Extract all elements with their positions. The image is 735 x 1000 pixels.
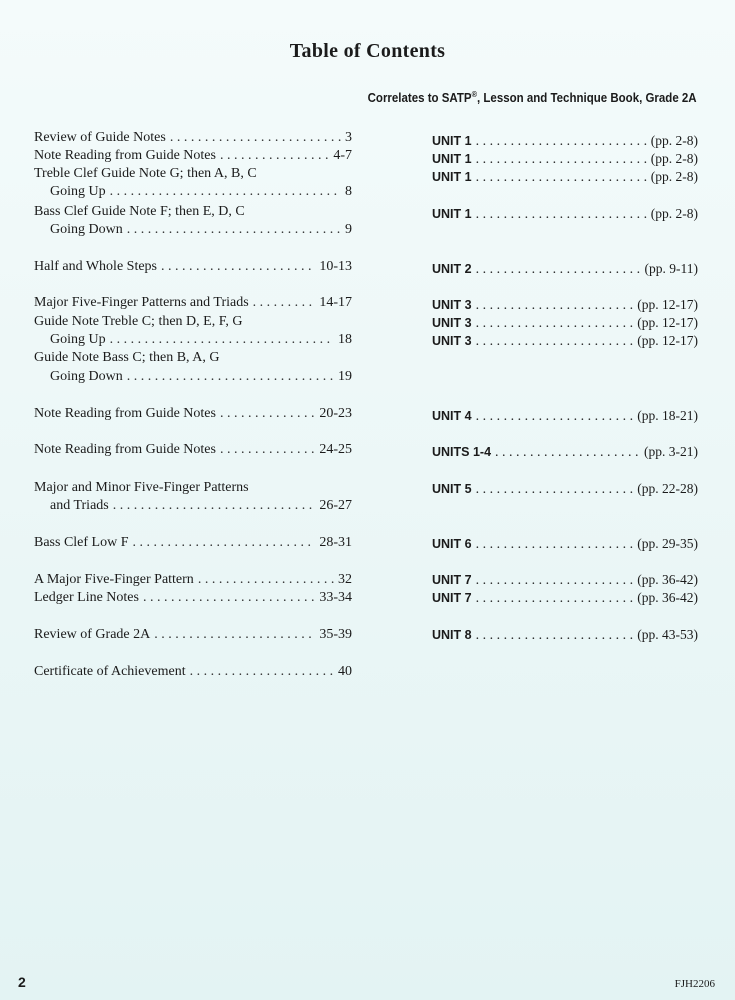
dot-leader bbox=[476, 206, 647, 224]
unit-label: UNIT 1 bbox=[432, 152, 472, 166]
toc-entry bbox=[34, 479, 352, 497]
unit-row bbox=[432, 205, 698, 223]
toc-entry-page: 8 bbox=[345, 184, 352, 199]
contents-list bbox=[34, 0, 352, 700]
toc-entry bbox=[34, 165, 352, 183]
unit-label: UNIT 5 bbox=[432, 482, 472, 496]
dot-leader bbox=[476, 297, 634, 315]
unit-correlation-list bbox=[432, 0, 698, 700]
unit-row bbox=[432, 314, 698, 332]
toc-entry bbox=[34, 258, 352, 276]
dot-leader bbox=[476, 169, 647, 187]
toc-entry-page: 28-31 bbox=[319, 535, 352, 550]
unit-row bbox=[432, 296, 698, 314]
page-number: 2 bbox=[18, 974, 26, 990]
unit-label: UNIT 2 bbox=[432, 262, 472, 276]
toc-entry bbox=[34, 368, 352, 386]
unit-label: UNIT 6 bbox=[432, 537, 472, 551]
toc-entry-page: 33-34 bbox=[319, 590, 352, 605]
correlates-suffix: , Lesson and Technique Book, Grade 2A bbox=[477, 91, 697, 106]
toc-entry bbox=[34, 663, 352, 681]
toc-entry-page: 4-7 bbox=[333, 148, 352, 163]
toc-entry-title: Major Five-Finger Patterns and Triads bbox=[34, 295, 249, 310]
unit-label: UNIT 7 bbox=[432, 573, 472, 587]
toc-entry-title: Half and Whole Steps bbox=[34, 259, 157, 274]
dot-leader bbox=[476, 261, 641, 279]
toc-entry-title: Note Reading from Guide Notes bbox=[34, 148, 216, 163]
toc-entry-page: 19 bbox=[338, 369, 352, 384]
dot-leader bbox=[110, 183, 341, 201]
toc-entry-page: 26-27 bbox=[319, 498, 352, 513]
toc-entry bbox=[34, 147, 352, 165]
toc-entry bbox=[34, 129, 352, 147]
dot-leader bbox=[253, 294, 316, 312]
toc-entry-title: Note Reading from Guide Notes bbox=[34, 406, 216, 421]
toc-entry-title: Going Up bbox=[50, 332, 106, 347]
toc-entry-title: Going Up bbox=[50, 184, 106, 199]
toc-entry bbox=[34, 221, 352, 239]
dot-leader bbox=[143, 589, 315, 607]
unit-row bbox=[432, 407, 698, 425]
dot-leader bbox=[127, 368, 334, 386]
toc-entry-title: Going Down bbox=[50, 369, 123, 384]
dot-leader bbox=[127, 221, 341, 239]
unit-pages: (pp. 2-8) bbox=[650, 151, 698, 166]
dot-leader bbox=[133, 534, 316, 552]
unit-row bbox=[432, 132, 698, 150]
toc-entry bbox=[34, 571, 352, 589]
catalog-code: FJH2206 bbox=[674, 978, 715, 990]
dot-leader bbox=[476, 590, 634, 608]
toc-entry bbox=[34, 294, 352, 312]
unit-label: UNIT 3 bbox=[432, 298, 472, 312]
unit-pages: (pp. 9-11) bbox=[644, 261, 698, 276]
dot-leader bbox=[190, 663, 334, 681]
toc-entry bbox=[34, 441, 352, 459]
page-title: Table of Contents bbox=[289, 40, 446, 62]
toc-entry bbox=[34, 313, 352, 331]
unit-row bbox=[432, 480, 698, 498]
toc-entry-page: 9 bbox=[345, 222, 352, 237]
unit-row bbox=[432, 535, 698, 553]
unit-label: UNIT 1 bbox=[432, 207, 472, 221]
dot-leader bbox=[476, 481, 634, 499]
toc-entry-title: Going Down bbox=[50, 222, 123, 237]
unit-label: UNIT 3 bbox=[432, 334, 472, 348]
dot-leader bbox=[220, 147, 329, 165]
toc-entry-page: 32 bbox=[338, 572, 352, 587]
toc-entry-title: Bass Clef Low F bbox=[34, 535, 129, 550]
dot-leader bbox=[170, 129, 341, 147]
unit-row bbox=[432, 332, 698, 350]
unit-label: UNIT 8 bbox=[432, 628, 472, 642]
unit-label: UNIT 7 bbox=[432, 591, 472, 605]
unit-pages: (pp. 18-21) bbox=[637, 408, 698, 423]
unit-pages: (pp. 2-8) bbox=[650, 206, 698, 221]
unit-pages: (pp. 2-8) bbox=[650, 133, 698, 148]
unit-row bbox=[432, 443, 698, 461]
toc-entry bbox=[34, 331, 352, 349]
toc-entry-title: A Major Five-Finger Pattern bbox=[34, 572, 194, 587]
unit-pages: (pp. 29-35) bbox=[637, 536, 698, 551]
dot-leader bbox=[161, 258, 315, 276]
toc-entry bbox=[34, 626, 352, 644]
unit-pages: (pp. 22-28) bbox=[637, 481, 698, 496]
dot-leader bbox=[476, 536, 634, 554]
toc-entry bbox=[34, 349, 352, 367]
toc-entry-title: Ledger Line Notes bbox=[34, 590, 139, 605]
toc-entry-page: 40 bbox=[338, 664, 352, 679]
toc-entry-title: Major and Minor Five-Finger Patterns bbox=[34, 480, 249, 495]
toc-entry-title: Bass Clef Guide Note F; then E, D, C bbox=[34, 204, 245, 219]
toc-entry-page: 14-17 bbox=[319, 295, 352, 310]
unit-row bbox=[432, 571, 698, 589]
dot-leader bbox=[476, 572, 634, 590]
toc-entry-page: 20-23 bbox=[319, 406, 352, 421]
dot-leader bbox=[113, 497, 316, 515]
correlates-prefix: Correlates to SATP bbox=[367, 91, 472, 106]
unit-label: UNIT 4 bbox=[432, 409, 472, 423]
toc-entry-page: 3 bbox=[345, 130, 352, 145]
dot-leader bbox=[198, 571, 334, 589]
dot-leader bbox=[154, 626, 315, 644]
dot-leader bbox=[476, 627, 634, 645]
toc-entry-title: Guide Note Bass C; then B, A, G bbox=[34, 350, 220, 365]
unit-pages: (pp. 2-8) bbox=[650, 169, 698, 184]
toc-entry bbox=[34, 534, 352, 552]
unit-row bbox=[432, 589, 698, 607]
unit-row bbox=[432, 260, 698, 278]
unit-row bbox=[432, 150, 698, 168]
toc-entry-page: 18 bbox=[338, 332, 352, 347]
toc-entry-title: Review of Grade 2A bbox=[34, 627, 151, 642]
dot-leader bbox=[110, 331, 334, 349]
toc-entry-page: 35-39 bbox=[319, 627, 352, 642]
toc-entry bbox=[34, 497, 352, 515]
unit-row bbox=[432, 168, 698, 186]
unit-pages: (pp. 3-21) bbox=[644, 444, 698, 459]
unit-label: UNIT 3 bbox=[432, 316, 472, 330]
toc-entry-title: Note Reading from Guide Notes bbox=[34, 442, 216, 457]
toc-entry bbox=[34, 589, 352, 607]
toc-entry bbox=[34, 183, 352, 201]
toc-entry-page: 24-25 bbox=[319, 442, 352, 457]
dot-leader bbox=[220, 405, 315, 423]
unit-label: UNIT 1 bbox=[432, 170, 472, 184]
unit-pages: (pp. 12-17) bbox=[637, 297, 698, 312]
dot-leader bbox=[220, 441, 315, 459]
toc-entry-title: Treble Clef Guide Note G; then A, B, C bbox=[34, 166, 257, 181]
toc-entry-title: Certificate of Achievement bbox=[34, 664, 186, 679]
dot-leader bbox=[476, 151, 647, 169]
toc-entry-page: 10-13 bbox=[319, 259, 352, 274]
unit-pages: (pp. 12-17) bbox=[637, 333, 698, 348]
toc-entry-title: Guide Note Treble C; then D, E, F, G bbox=[34, 314, 243, 329]
dot-leader bbox=[476, 408, 634, 426]
toc-entry-title: and Triads bbox=[50, 498, 109, 513]
unit-label: UNITS 1-4 bbox=[432, 445, 492, 459]
toc-entry-title: Review of Guide Notes bbox=[34, 130, 166, 145]
unit-pages: (pp. 43-53) bbox=[637, 627, 698, 642]
dot-leader bbox=[476, 315, 634, 333]
unit-label: UNIT 1 bbox=[432, 134, 472, 148]
unit-pages: (pp. 36-42) bbox=[637, 590, 698, 605]
toc-entry bbox=[34, 405, 352, 423]
dot-leader bbox=[495, 444, 640, 462]
dot-leader bbox=[476, 133, 647, 151]
unit-pages: (pp. 12-17) bbox=[637, 315, 698, 330]
unit-row bbox=[432, 626, 698, 644]
registered-mark: ® bbox=[471, 90, 478, 99]
toc-entry bbox=[34, 203, 352, 221]
dot-leader bbox=[476, 333, 634, 351]
unit-pages: (pp. 36-42) bbox=[637, 572, 698, 587]
